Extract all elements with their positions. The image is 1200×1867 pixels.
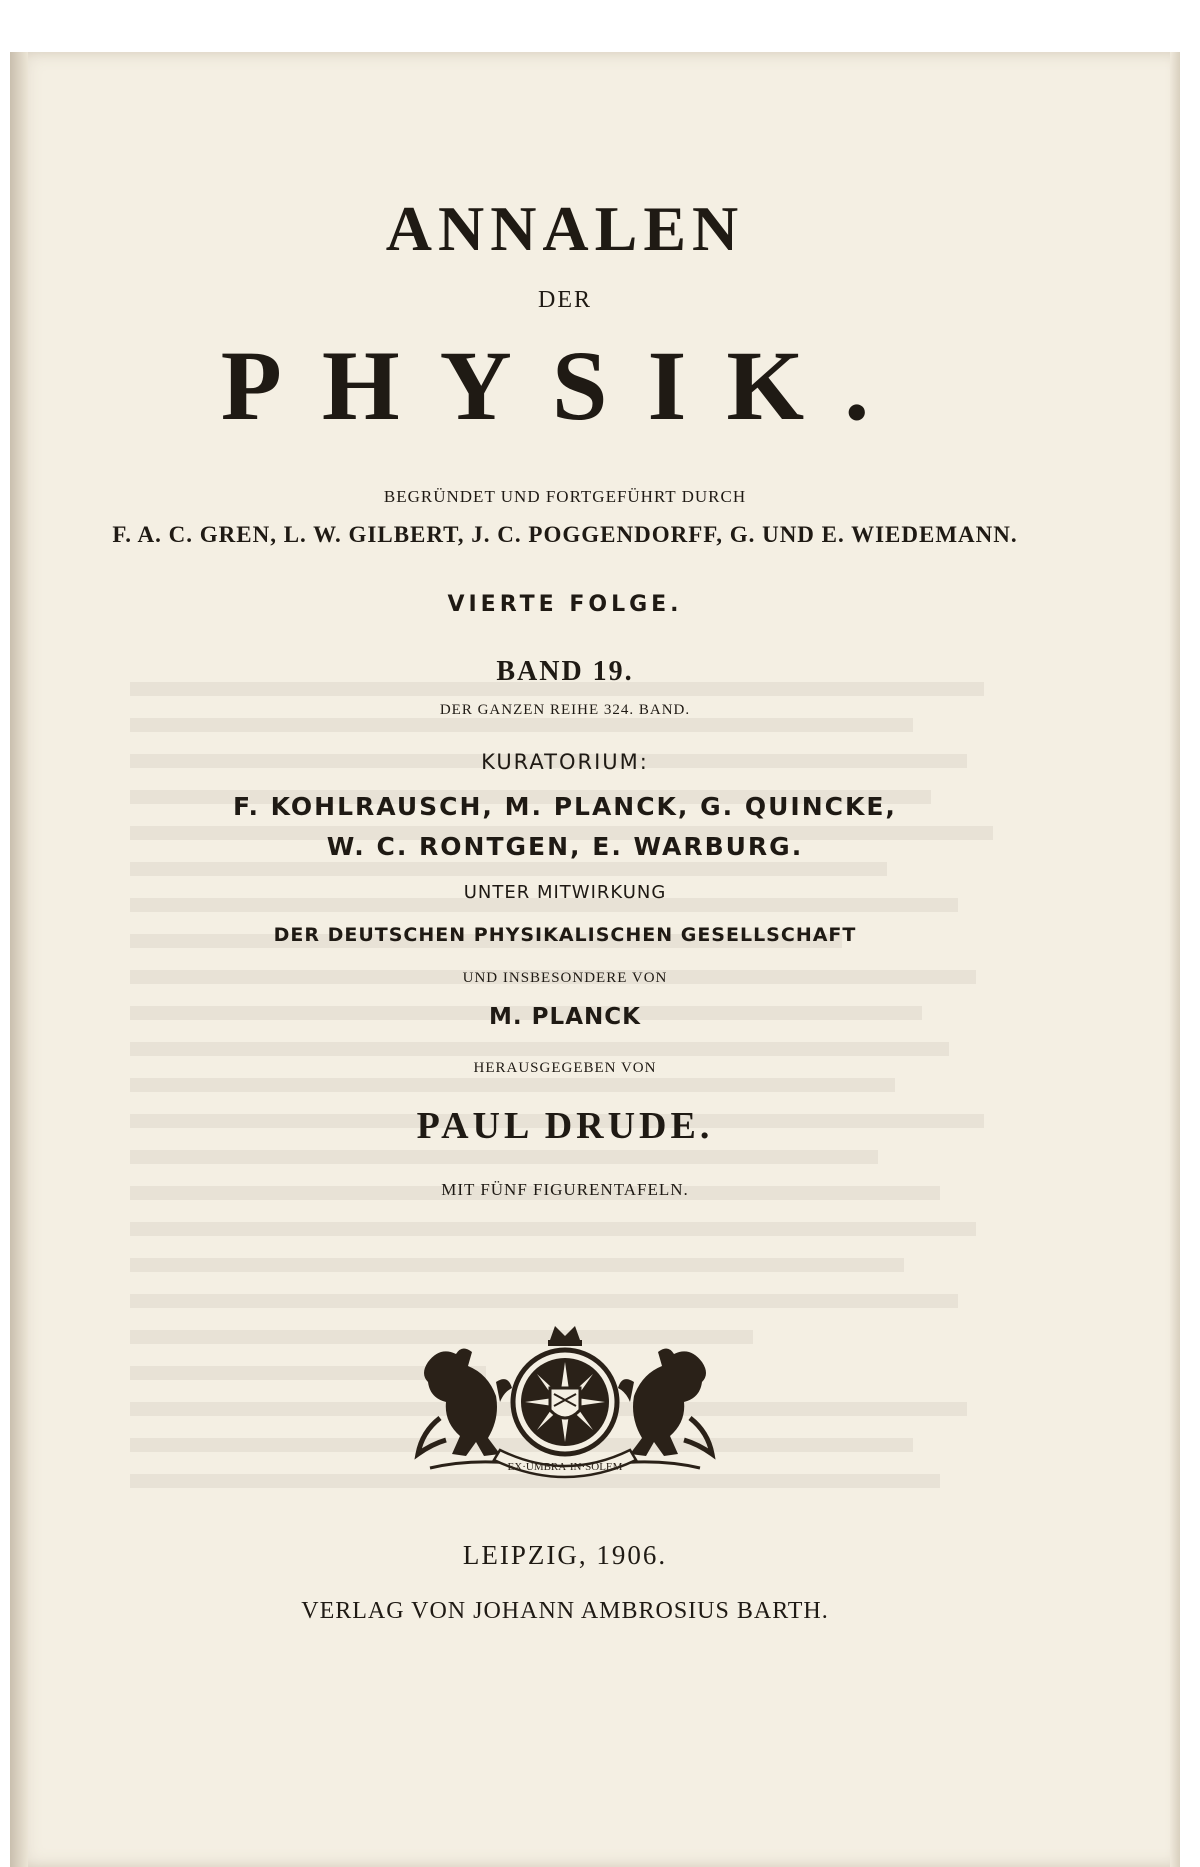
cooperation-line: UNTER MITWIRKUNG xyxy=(463,882,667,903)
plates-line: MIT FÜNF FIGURENTAFELN. xyxy=(441,1180,689,1199)
especially-line: UND INSBESONDERE VON xyxy=(462,970,668,986)
publisher-line: VERLAG VON JOHANN AMBROSIUS BARTH. xyxy=(301,1598,829,1624)
series-line: VIERTE FOLGE. xyxy=(447,592,683,617)
founded-by-line: BEGRÜNDET UND FORTGEFÜHRT DURCH xyxy=(383,487,747,506)
edited-by-line: HERAUSGEGEBEN VON xyxy=(473,1060,657,1076)
special-editor-line: M. PLANCK xyxy=(489,1004,641,1030)
editor-line: PAUL DRUDE. xyxy=(416,1105,714,1147)
founders-line: F. A. C. GREN, L. W. GILBERT, J. C. POGGENDORFF, G. UND E. WIEDEMANN. xyxy=(112,522,1018,547)
page-edge xyxy=(1170,52,1180,1867)
society-line: DER DEUTSCHEN PHYSIKALISCHEN GESELLSCHAFT xyxy=(273,924,857,946)
place-year-line: LEIPZIG, 1906. xyxy=(462,1540,668,1570)
board-label: KURATORIUM: xyxy=(481,750,649,774)
board-line-2: W. C. RONTGEN, E. WARBURG. xyxy=(326,832,804,861)
page-spine-shadow xyxy=(10,52,28,1867)
emblem-motto: EX·UMBRA·IN·SOLEM xyxy=(507,1461,623,1473)
title-physik: PHYSIK. xyxy=(220,330,910,441)
title-page xyxy=(10,52,1180,1867)
title-annalen: ANNALEN xyxy=(385,193,745,264)
publisher-emblem-icon xyxy=(400,1322,730,1492)
title-der: DER xyxy=(538,287,592,313)
volume-line: BAND 19. xyxy=(496,656,634,687)
volume-total-line: DER GANZEN REIHE 324. BAND. xyxy=(439,702,691,718)
board-line-1: F. KOHLRAUSCH, M. PLANCK, G. QUINCKE, xyxy=(233,792,897,821)
